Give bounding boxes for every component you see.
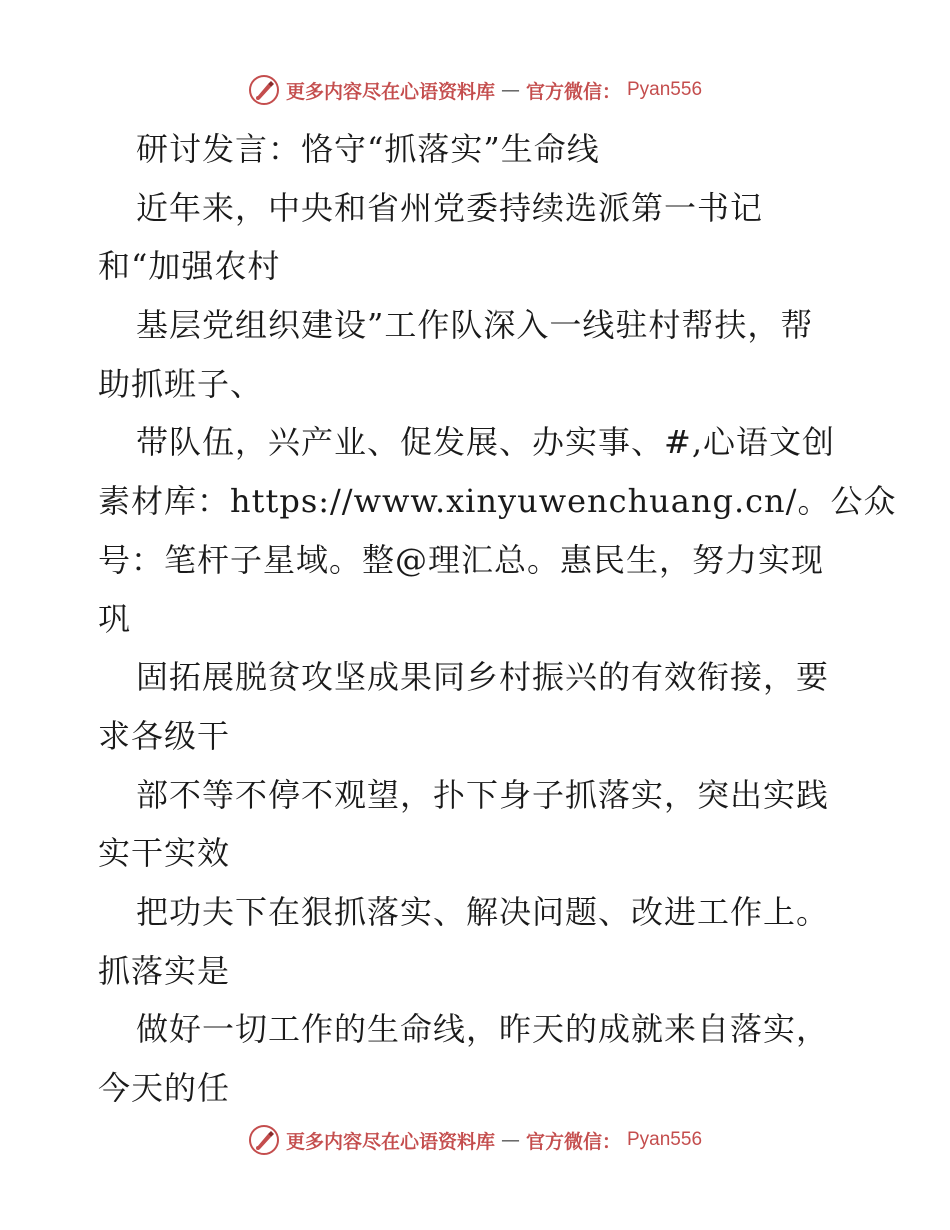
document-body xyxy=(98,120,897,1118)
watermark-footer xyxy=(0,1120,950,1160)
watermark-wechat-label: 官方微信： xyxy=(525,1130,621,1153)
watermark-wechat-label: 官方微信： xyxy=(525,80,621,103)
paragraph-line: 号：笔杆子星域。整@理汇总。惠民生，努力实现 xyxy=(98,540,825,579)
watermark-header xyxy=(0,70,950,110)
watermark-wechat-id: Pyan556 xyxy=(627,1129,703,1150)
paragraph-line: 助抓班子、 xyxy=(98,364,264,403)
pen-nib-icon xyxy=(248,1124,280,1156)
watermark-text: 更多内容尽在心语资料库 xyxy=(285,80,495,103)
paragraph-line: 带队伍，兴产业、促发展、办实事、#,心语文创 xyxy=(136,423,835,462)
paragraph-line: 和“加强农村 xyxy=(98,247,281,286)
paragraph-line: 求各级干 xyxy=(98,716,231,755)
paragraph-line: 巩 xyxy=(98,599,132,638)
pen-nib-icon xyxy=(248,74,280,106)
paragraph-line: 抓落实是 xyxy=(98,951,231,990)
paragraph-line: 素材库：https://www.xinyuwenchuang.cn/。公众 xyxy=(98,482,897,521)
watermark-text: 更多内容尽在心语资料库 xyxy=(285,1130,495,1153)
paragraph-line: 把功夫下在狠抓落实、解决问题、改进工作上。 xyxy=(136,892,830,931)
paragraph-line: 今天的任 xyxy=(98,1069,231,1107)
paragraph-line: 固拓展脱贫攻坚成果同乡村振兴的有效衔接，要 xyxy=(136,658,830,697)
paragraph-line: 部不等不停不观望，扑下身子抓落实，突出实践 xyxy=(136,775,830,814)
paragraph-line: 实干实效 xyxy=(98,834,231,873)
paragraph-line: 做好一切工作的生命线，昨天的成就来自落实， xyxy=(136,1010,830,1049)
paragraph-line: 近年来，中央和省州党委持续选派第一书记 xyxy=(136,188,764,227)
paragraph-line: 基层党组织建设”工作队深入一线驻村帮扶，帮 xyxy=(136,306,814,345)
document-title: 研讨发言：恪守“抓落实”生命线 xyxy=(136,130,600,168)
watermark-separator: — xyxy=(500,1129,520,1151)
watermark-wechat-id: Pyan556 xyxy=(627,79,703,100)
watermark-separator: — xyxy=(500,79,520,101)
